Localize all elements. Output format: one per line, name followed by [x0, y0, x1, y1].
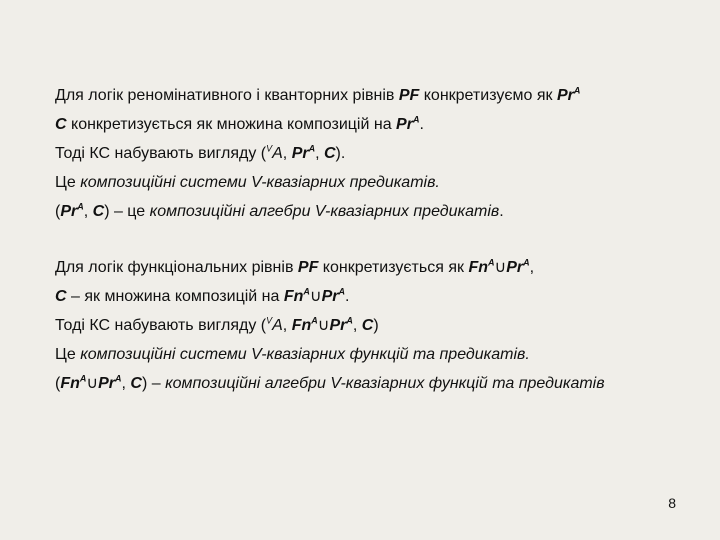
formula-superscript: A	[303, 286, 310, 297]
text-segment: )	[373, 317, 379, 334]
text-segment: ,	[121, 375, 131, 392]
formula-fn: Fn	[60, 375, 80, 392]
text-line-10	[55, 374, 605, 394]
union-symbol: ∪	[317, 317, 330, 334]
text-segment: (	[55, 375, 61, 392]
formula-fn: Fn	[291, 317, 312, 334]
formula-pr: Pr	[291, 145, 309, 162]
formula-a: A	[272, 317, 283, 334]
formula-pr: Pr	[556, 87, 574, 104]
union-symbol: ∪	[309, 288, 322, 305]
formula-superscript: A	[311, 315, 318, 326]
formula-superscript: A	[79, 373, 87, 384]
formula-superscript: A	[338, 286, 346, 297]
formula-c: C	[92, 203, 105, 220]
formula-superscript: A	[308, 143, 316, 154]
text-segment: Це	[55, 174, 81, 191]
text-segment: Для логік реномінативного і кванторних рівнів	[55, 87, 399, 104]
text-segment: .	[345, 288, 350, 305]
formula-superscript: A	[573, 85, 581, 96]
formula-superscript: V	[266, 315, 273, 326]
text-segment: .	[499, 203, 504, 220]
text-segment: ,	[315, 145, 324, 162]
text-segment: Тоді КС набувають вигляду (	[55, 145, 267, 162]
formula-pr: Pr	[396, 116, 413, 133]
text-line-6	[55, 258, 534, 278]
formula-superscript: A	[346, 315, 353, 326]
formula-superscript: A	[523, 257, 530, 268]
term-italic: композиційні алгебри V-квазіарних предикатів	[149, 203, 500, 220]
text-segment: Це	[55, 346, 81, 363]
formula-fn: Fn	[283, 288, 304, 305]
text-line-8	[55, 316, 379, 336]
formula-superscript: V	[266, 143, 273, 154]
formula-pr: Pr	[98, 375, 115, 392]
formula-superscript: A	[487, 257, 495, 268]
formula-c: C	[55, 116, 67, 133]
text-line-7	[55, 287, 349, 307]
text-segment: конкретизуємо як	[419, 87, 557, 104]
formula-c: C	[361, 317, 374, 334]
formula-fn: Fn	[468, 259, 488, 276]
text-line-4	[55, 173, 440, 193]
formula-pr: Pr	[321, 288, 339, 305]
formula-superscript: A	[412, 114, 420, 125]
text-line-5	[55, 202, 504, 222]
text-segment: ) –	[141, 375, 166, 392]
text-segment: ,	[83, 203, 93, 220]
text-segment: .	[419, 116, 424, 133]
text-segment: ) – це	[104, 203, 150, 220]
formula-pf: PF	[398, 87, 420, 104]
text-line-3	[55, 144, 345, 164]
text-segment: Для логік функціональних рівнів	[55, 259, 298, 276]
formula-c: C	[130, 375, 142, 392]
text-segment: ,	[529, 259, 535, 276]
text-segment: ,	[282, 145, 292, 162]
text-segment: конкретизується як	[318, 259, 469, 276]
text-segment: – як множина композицій на	[66, 288, 284, 305]
formula-pr: Pr	[506, 259, 524, 276]
text-segment: Тоді КС набувають вигляду (	[55, 317, 267, 334]
text-segment: ).	[335, 145, 346, 162]
formula-pr: Pr	[60, 203, 78, 220]
page-number: 8	[668, 495, 676, 511]
text-segment: ,	[282, 317, 292, 334]
text-line-2	[55, 115, 424, 135]
formula-a: A	[272, 145, 283, 162]
formula-superscript: A	[77, 201, 84, 212]
union-symbol: ∪	[86, 375, 99, 392]
term-italic: композиційні системи V-квазіарних функцій та предикатів.	[80, 346, 530, 363]
formula-c: C	[55, 288, 67, 305]
formula-superscript: A	[115, 373, 122, 384]
union-symbol: ∪	[494, 259, 507, 276]
text-segment: (	[55, 203, 61, 220]
term-italic: композиційні системи V-квазіарних предикатів.	[80, 174, 440, 191]
formula-c: C	[323, 145, 336, 162]
formula-pf: PF	[297, 259, 319, 276]
text-segment: конкретизується як множина композицій на	[66, 116, 397, 133]
term-italic: композиційні алгебри V-квазіарних функцій та предикатів	[165, 375, 605, 392]
text-line-9	[55, 345, 530, 365]
formula-pr: Pr	[329, 317, 347, 334]
text-segment: ,	[352, 317, 362, 334]
text-line-1	[55, 86, 580, 106]
